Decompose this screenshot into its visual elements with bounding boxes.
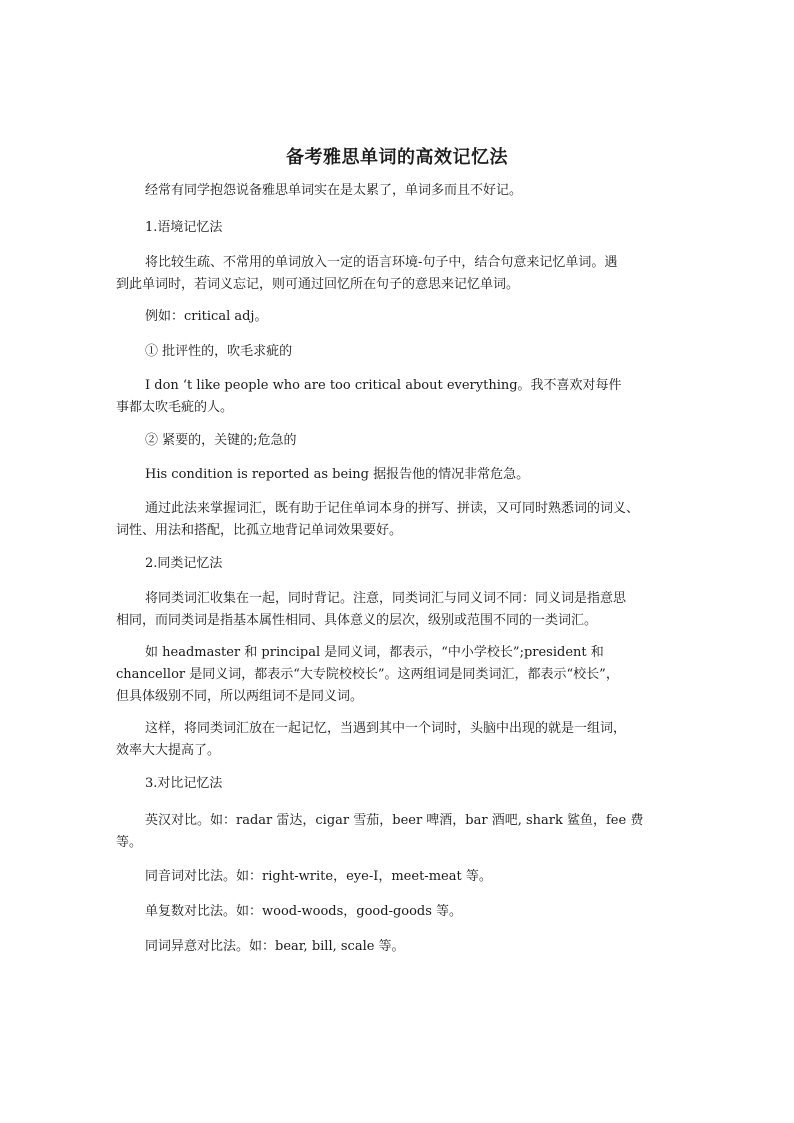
paragraph-example-sentence-2	[116, 464, 691, 486]
section-heading-contrast-memory	[116, 773, 691, 795]
text-line: 将比较生疏、不常用的单词放入一定的语言环境-句子中，结合句意来记忆单词。遇	[145, 255, 618, 270]
paragraph-context-summary	[116, 498, 691, 542]
text-line: 将同类词汇收集在一起，同时背记。注意，同类词汇与同义词不同：同义词是指意思	[145, 591, 627, 606]
text-line: I don ‘t like people who are too critical about everything。我不喜欢对每件	[145, 378, 622, 393]
text-line: 相同，而同类词是指基本属性相同、具体意义的层次，级别或范围不同的一类词汇。	[116, 613, 598, 628]
text-line: 这样，将同类词汇放在一起记忆，当遇到其中一个词时，头脑中出现的就是一组词，	[145, 721, 627, 736]
text-line: 等。	[116, 835, 143, 850]
text-line: 例如：critical adj。	[145, 309, 268, 324]
text-line: 词性、用法和搭配，比孤立地背记单词效果要好。	[116, 523, 403, 538]
paragraph-example	[116, 306, 691, 328]
paragraph-english-chinese-contrast	[116, 810, 691, 854]
paragraph-homophone-contrast	[116, 866, 691, 888]
paragraph-category-summary	[116, 718, 691, 762]
text-line: 单复数对比法。如：wood-woods，good-goods 等。	[145, 904, 463, 919]
text-line: 效率大大提高了。	[116, 743, 221, 758]
paragraph-category-example	[116, 642, 691, 708]
paragraph-example-sentence-1	[116, 375, 691, 419]
text-line: 2.同类记忆法	[145, 556, 223, 571]
paragraph-intro	[116, 180, 691, 202]
text-line: 同词异意对比法。如：bear, bill, scale 等。	[145, 939, 405, 954]
text-line: 到此单词时，若词义忘记，则可通过回忆所在句子的意思来记忆单词。	[116, 277, 520, 292]
text-line: 事都太吹毛疵的人。	[116, 400, 234, 415]
paragraph-context-method	[116, 252, 691, 296]
text-line: 英汉对比。如：radar 雷达，cigar 雪茄，beer 啤酒，bar 酒吧, shark 鲨鱼，fee 费	[145, 813, 644, 828]
section-heading-category-memory	[116, 553, 691, 575]
paragraph-category-method	[116, 588, 691, 632]
paragraph-meaning-2	[116, 430, 691, 452]
text-line: ② 紧要的，关键的;危急的	[145, 433, 297, 448]
text-line: His condition is reported as being 据报告他的情况非常危急。	[145, 467, 530, 482]
text-line: 如 headmaster 和 principal 是同义词，都表示，“中小学校长”;president 和	[145, 645, 604, 660]
section-heading-context-memory	[116, 217, 691, 239]
text-line: chancellor 是同义词，都表示“大专院校校长”。这两组词是同类词汇，都表示“校长”，	[116, 667, 619, 682]
text-line: 3.对比记忆法	[145, 776, 223, 791]
text-line: 1.语境记忆法	[145, 220, 223, 235]
text-line: 同音词对比法。如：right-write，eye-I，meet-meat 等。	[145, 869, 492, 884]
text-line: 但具体级别不同，所以两组词不是同义词。	[116, 689, 364, 704]
paragraph-meaning-1	[116, 341, 691, 363]
text-line: ① 批评性的，吹毛求疵的	[145, 344, 293, 359]
page-title: 备考雅思单词的高效记忆法	[286, 147, 508, 168]
paragraph-polysemy-contrast	[116, 936, 691, 958]
paragraph-plural-contrast	[116, 901, 691, 923]
text-line: 经常有同学抱怨说备雅思单词实在是太累了，单词多而且不好记。	[145, 183, 523, 198]
text-line: 通过此法来掌握词汇，既有助于记住单词本身的拼写、拼读，又可同时熟悉词的词义、	[145, 501, 640, 516]
